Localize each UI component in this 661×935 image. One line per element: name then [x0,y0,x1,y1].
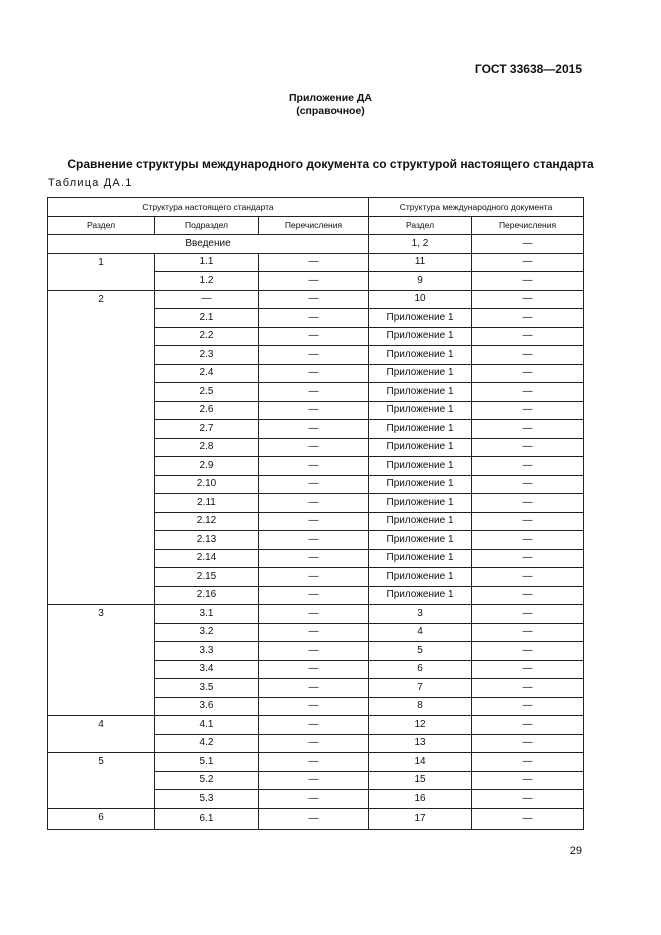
enum-cell: — [259,753,369,772]
int-enum-cell: — [472,716,584,735]
int-section-cell: Приложение 1 [369,568,472,587]
table-row [48,808,584,830]
enum-cell: — [259,309,369,328]
int-enum-cell: — [472,272,584,291]
enum-cell: — [259,771,369,790]
column-header-int-section: Раздел [369,216,472,235]
section-cell: 6 [48,808,155,830]
table-group-header-row [48,198,584,217]
int-enum-cell: — [472,549,584,568]
int-enum-cell: — [472,420,584,439]
enum-cell: — [259,253,369,272]
subsection-cell: 3.5 [155,679,259,698]
enum-cell: — [259,586,369,605]
enum-cell: — [259,808,369,830]
int-enum-cell: — [472,494,584,513]
int-section-cell: Приложение 1 [369,512,472,531]
subsection-cell: 2.3 [155,346,259,365]
subsection-cell: 2.1 [155,309,259,328]
subsection-cell: 6.1 [155,808,259,830]
group-header-international: Структура международного документа [369,198,584,217]
int-section-cell: 14 [369,753,472,772]
subsection-cell: 3.1 [155,605,259,624]
table-row [48,253,584,272]
intro-int-section: 1, 2 [369,235,472,254]
int-section-cell: 16 [369,790,472,809]
subsection-cell: 1.1 [155,253,259,272]
int-section-cell: Приложение 1 [369,346,472,365]
enum-cell: — [259,494,369,513]
int-section-cell: Приложение 1 [369,438,472,457]
subsection-cell: 2.12 [155,512,259,531]
int-section-cell: 15 [369,771,472,790]
int-enum-cell: — [472,753,584,772]
int-section-cell: 10 [369,290,472,309]
table-row [48,605,584,624]
subsection-cell: 4.1 [155,716,259,735]
int-section-cell: 11 [369,253,472,272]
int-enum-cell: — [472,531,584,550]
int-section-cell: 12 [369,716,472,735]
table-row [48,290,584,309]
int-enum-cell: — [472,697,584,716]
int-enum-cell: — [472,605,584,624]
enum-cell: — [259,790,369,809]
int-section-cell: Приложение 1 [369,383,472,402]
column-header-subsection: Подраздел [155,216,259,235]
int-section-cell: Приложение 1 [369,586,472,605]
enum-cell: — [259,716,369,735]
table-row [48,716,584,735]
enum-cell: — [259,475,369,494]
int-enum-cell: — [472,642,584,661]
column-header-enum: Перечисления [259,216,369,235]
enum-cell: — [259,531,369,550]
int-section-cell: Приложение 1 [369,457,472,476]
table-row [48,753,584,772]
int-enum-cell: — [472,623,584,642]
int-section-cell: 17 [369,808,472,830]
subsection-cell: 5.3 [155,790,259,809]
enum-cell: — [259,679,369,698]
enum-cell: — [259,697,369,716]
int-section-cell: 6 [369,660,472,679]
enum-cell: — [259,605,369,624]
subsection-cell: 2.14 [155,549,259,568]
int-enum-cell: — [472,568,584,587]
int-section-cell: 7 [369,679,472,698]
subsection-cell: 3.4 [155,660,259,679]
subsection-cell: 1.2 [155,272,259,291]
int-section-cell: 9 [369,272,472,291]
subsection-cell: 2.15 [155,568,259,587]
subsection-cell: 2.13 [155,531,259,550]
enum-cell: — [259,549,369,568]
subsection-cell: 3.2 [155,623,259,642]
subsection-cell: 3.3 [155,642,259,661]
subsection-cell: 2.5 [155,383,259,402]
int-enum-cell: — [472,290,584,309]
enum-cell: — [259,457,369,476]
enum-cell: — [259,327,369,346]
table-label: Таблица ДА.1 [48,177,133,189]
group-header-national: Структура настоящего стандарта [48,198,369,217]
subsection-cell: 2.16 [155,586,259,605]
int-section-cell: Приложение 1 [369,364,472,383]
enum-cell: — [259,346,369,365]
int-enum-cell: — [472,457,584,476]
int-section-cell: Приложение 1 [369,475,472,494]
subsection-cell: 2.10 [155,475,259,494]
int-enum-cell: — [472,309,584,328]
enum-cell: — [259,401,369,420]
subsection-cell: 2.4 [155,364,259,383]
int-enum-cell: — [472,808,584,830]
enum-cell: — [259,272,369,291]
enum-cell: — [259,438,369,457]
intro-label: Введение [48,235,369,254]
int-enum-cell: — [472,346,584,365]
subsection-cell: 4.2 [155,734,259,753]
enum-cell: — [259,568,369,587]
enum-cell: — [259,290,369,309]
int-section-cell: 4 [369,623,472,642]
enum-cell: — [259,512,369,531]
int-enum-cell: — [472,364,584,383]
int-section-cell: Приложение 1 [369,420,472,439]
subsection-cell: 2.6 [155,401,259,420]
subsection-cell: 2.8 [155,438,259,457]
subsection-cell: 2.11 [155,494,259,513]
comparison-table [47,197,584,830]
int-section-cell: Приложение 1 [369,494,472,513]
int-section-cell: 3 [369,605,472,624]
subsection-cell: — [155,290,259,309]
int-enum-cell: — [472,790,584,809]
subsection-cell: 5.1 [155,753,259,772]
int-enum-cell: — [472,383,584,402]
subsection-cell: 2.7 [155,420,259,439]
enum-cell: — [259,623,369,642]
enum-cell: — [259,642,369,661]
subsection-cell: 3.6 [155,697,259,716]
enum-cell: — [259,364,369,383]
appendix-title: Приложение ДА [289,92,372,104]
column-header-int-enum: Перечисления [472,216,584,235]
section-cell: 2 [48,290,155,605]
section-cell: 3 [48,605,155,716]
table-column-header-row [48,216,584,235]
appendix-heading [0,92,661,118]
column-header-section: Раздел [48,216,155,235]
enum-cell: — [259,734,369,753]
standard-code: ГОСТ 33638—2015 [474,62,582,76]
int-section-cell: Приложение 1 [369,327,472,346]
int-section-cell: 13 [369,734,472,753]
section-cell: 1 [48,253,155,290]
int-enum-cell: — [472,771,584,790]
int-section-cell: 8 [369,697,472,716]
int-enum-cell: — [472,734,584,753]
int-section-cell: Приложение 1 [369,401,472,420]
int-enum-cell: — [472,660,584,679]
int-section-cell: 5 [369,642,472,661]
enum-cell: — [259,383,369,402]
enum-cell: — [259,420,369,439]
appendix-subtitle: (справочное) [296,105,365,117]
enum-cell: — [259,660,369,679]
int-enum-cell: — [472,327,584,346]
int-enum-cell: — [472,253,584,272]
int-section-cell: Приложение 1 [369,531,472,550]
int-enum-cell: — [472,401,584,420]
intro-row [48,235,584,254]
int-enum-cell: — [472,679,584,698]
int-enum-cell: — [472,438,584,457]
int-enum-cell: — [472,586,584,605]
section-cell: 5 [48,753,155,809]
page-number: 29 [569,845,582,857]
subsection-cell: 2.9 [155,457,259,476]
section-cell: 4 [48,716,155,753]
subsection-cell: 2.2 [155,327,259,346]
int-section-cell: Приложение 1 [369,549,472,568]
subsection-cell: 5.2 [155,771,259,790]
int-enum-cell: — [472,512,584,531]
table-title: Сравнение структуры международного документа со структурой настоящего стандарта [67,157,594,171]
int-section-cell: Приложение 1 [369,309,472,328]
intro-int-enum: — [472,235,584,254]
int-enum-cell: — [472,475,584,494]
